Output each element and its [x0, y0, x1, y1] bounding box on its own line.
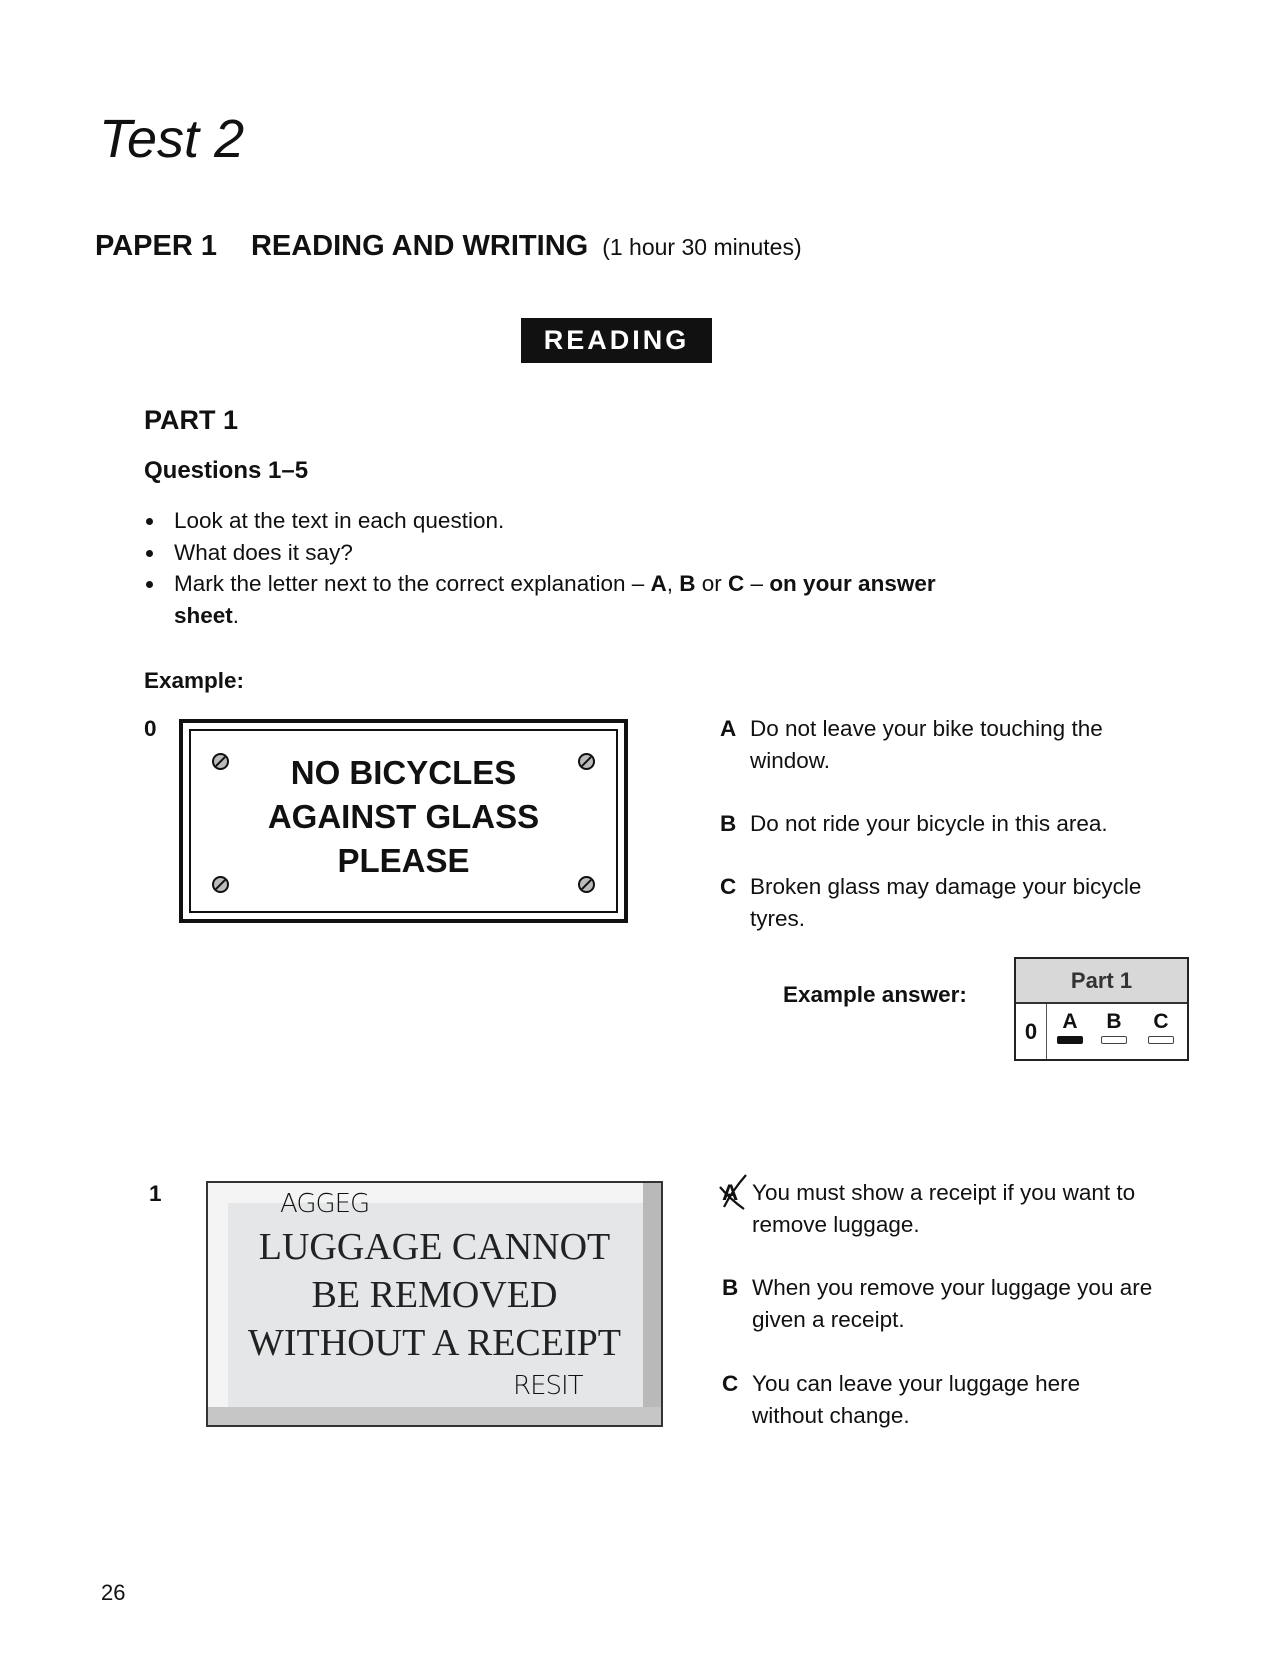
choice-letter: A — [1062, 1010, 1078, 1033]
example-option-c — [720, 871, 1190, 935]
question1-option-a[interactable] — [722, 1177, 1192, 1241]
example-number: 0 — [144, 716, 157, 741]
answer-sheet-sample — [1014, 957, 1189, 1061]
question-number: 1 — [149, 1181, 162, 1206]
instruction-item: What does it say? — [144, 537, 944, 569]
paper-name: READING AND WRITING — [250, 230, 589, 262]
answer-row-number: 0 — [1016, 1004, 1047, 1059]
sign-text — [183, 751, 624, 883]
instruction-text: or — [695, 571, 729, 596]
instruction-letter: A — [650, 571, 667, 596]
question1-option-c[interactable] — [722, 1368, 1192, 1432]
empty-bubble — [1101, 1036, 1127, 1044]
option-letter: A — [720, 716, 737, 741]
instruction-letter: C — [728, 571, 745, 596]
part-heading: PART 1 — [144, 405, 239, 435]
option-letter: B — [722, 1275, 739, 1300]
sign-line: LUGGAGE CANNOT — [258, 1226, 611, 1268]
option-text: Do not leave your bike touching the window. — [750, 716, 1103, 773]
handwritten-tick-icon — [716, 1173, 750, 1213]
example-label: Example: — [144, 668, 245, 693]
answer-choice-c — [1146, 1010, 1176, 1044]
question1-option-b[interactable] — [722, 1272, 1192, 1336]
paper-heading — [95, 230, 802, 263]
instruction-text: – — [744, 571, 770, 596]
option-letter: C — [722, 1371, 739, 1396]
example-option-a — [720, 713, 1190, 777]
instruction-item — [144, 568, 944, 631]
handwritten-note: AGGEG — [280, 1189, 370, 1219]
paper-label: PAPER 1 — [95, 230, 217, 262]
option-text: Broken glass may damage your bicycle tyres. — [750, 874, 1142, 931]
section-banner: READING — [521, 318, 712, 363]
instructions-list — [144, 505, 944, 631]
option-letter: C — [720, 874, 737, 899]
instruction-letter: B — [679, 571, 696, 596]
option-letter: B — [720, 811, 737, 836]
sign-bevel — [208, 1407, 661, 1425]
option-letter: A — [722, 1180, 739, 1205]
questions-heading: Questions 1–5 — [144, 457, 309, 484]
answer-sheet-header: Part 1 — [1016, 959, 1187, 1004]
instruction-text: , — [666, 571, 680, 596]
filled-bubble — [1057, 1036, 1083, 1044]
empty-bubble — [1148, 1036, 1174, 1044]
instruction-text: . — [232, 602, 240, 628]
page-title: Test 2 — [99, 109, 245, 169]
question1-sign — [206, 1181, 663, 1427]
sign-line: BE REMOVED — [311, 1274, 558, 1316]
sign-line: AGAINST GLASS — [267, 798, 540, 835]
example-answer-label: Example answer: — [783, 982, 967, 1007]
instruction-item: Look at the text in each question. — [144, 505, 944, 537]
sign-text — [208, 1223, 661, 1367]
example-option-b — [720, 808, 1190, 840]
choice-letter: C — [1153, 1010, 1169, 1033]
option-text: Do not ride your bicycle in this area. — [750, 811, 1108, 836]
choice-letter: B — [1106, 1010, 1122, 1033]
page-number: 26 — [101, 1580, 126, 1605]
handwritten-note: RESIT — [513, 1371, 583, 1401]
instruction-bold: on your answer sheet — [174, 571, 936, 628]
example-sign — [179, 719, 628, 923]
option-text: You can leave your luggage here without change. — [752, 1371, 1081, 1428]
sign-line: PLEASE — [337, 842, 470, 879]
option-text: You must show a receipt if you want to remove luggage. — [752, 1180, 1136, 1237]
answer-sheet-row — [1016, 1004, 1187, 1059]
option-text: When you remove your luggage you are given a receipt. — [752, 1275, 1153, 1332]
answer-choice-b — [1099, 1010, 1129, 1044]
sign-line: WITHOUT A RECEIPT — [248, 1322, 621, 1364]
answer-choice-a — [1055, 1010, 1085, 1044]
instruction-text: Mark the letter next to the correct explanation – — [174, 571, 651, 596]
sign-line: NO BICYCLES — [290, 754, 517, 791]
paper-duration: (1 hour 30 minutes) — [602, 234, 802, 260]
